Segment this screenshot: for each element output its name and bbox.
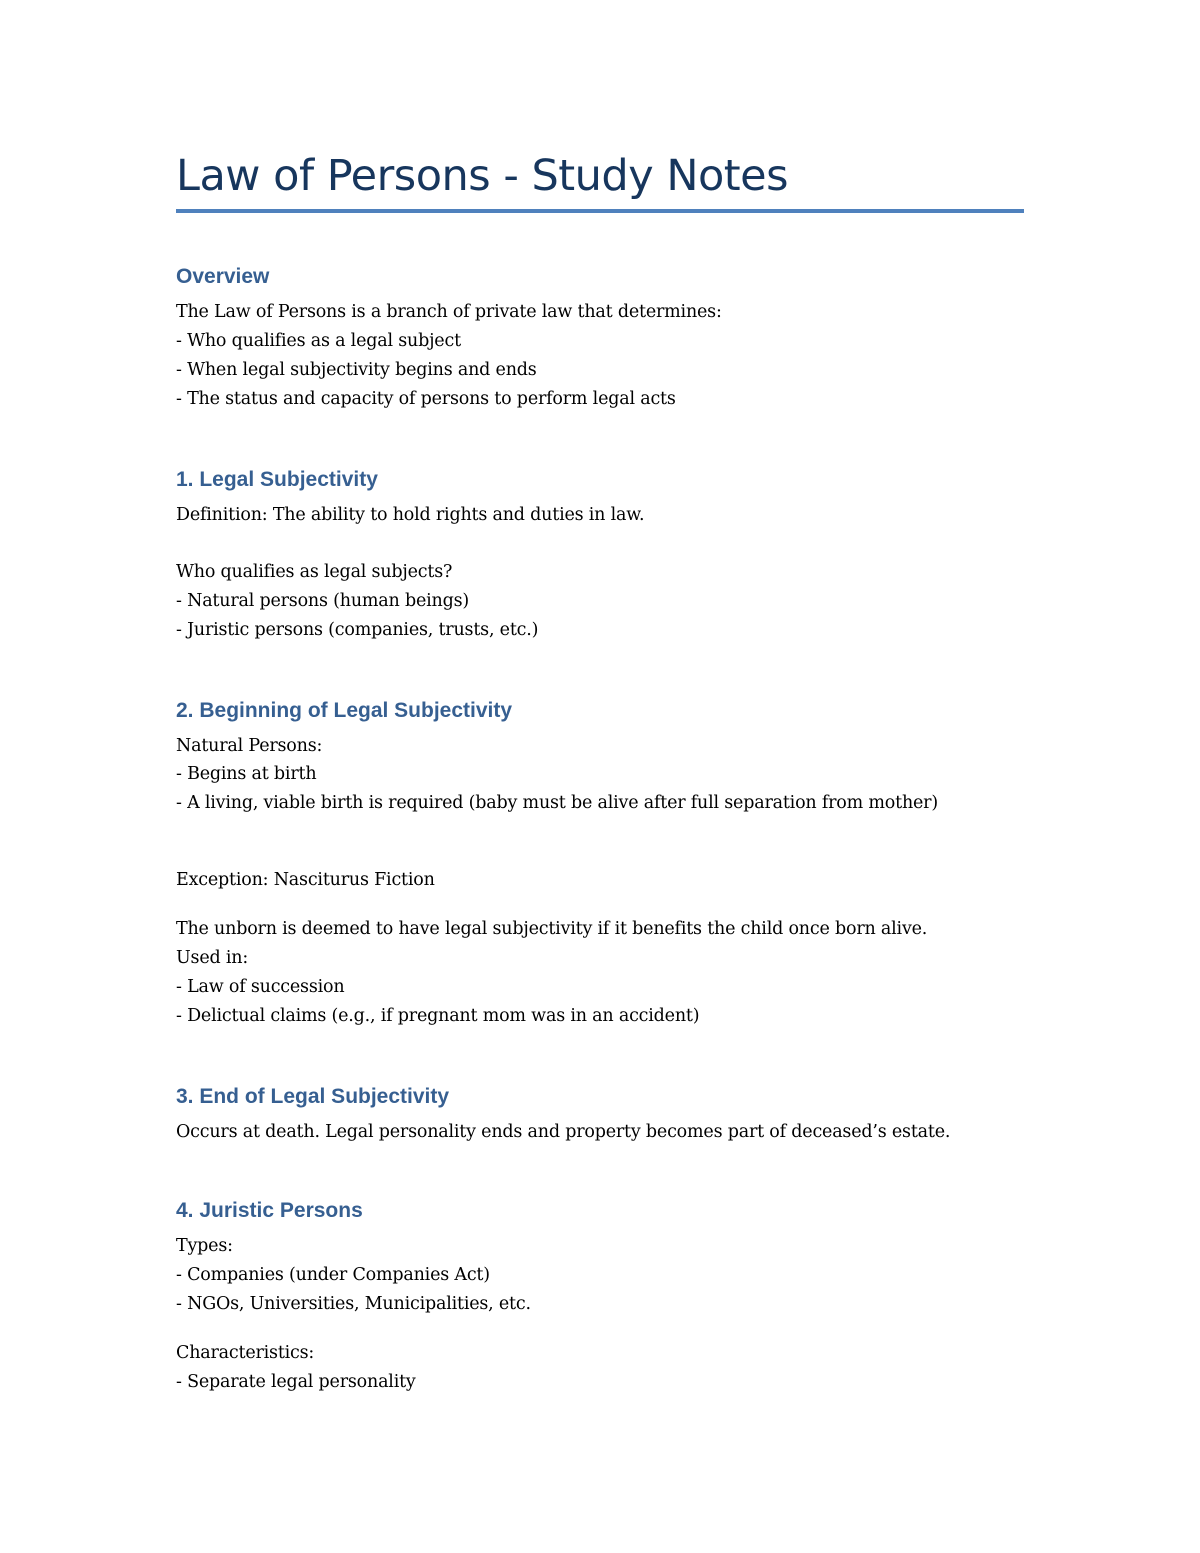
types-label: Types:: [176, 1236, 233, 1256]
overview-line: The Law of Persons is a branch of private law that determines:: [176, 302, 722, 322]
section-juristic-heading: 4. Juristic Persons: [176, 1199, 363, 1222]
section-beginning-heading: 2. Beginning of Legal Subjectivity: [176, 699, 513, 722]
exception-text: The unborn is deemed to have legal subjectivity if it benefits the child once born alive.: [176, 919, 928, 939]
list-item: - Companies (under Companies Act): [176, 1265, 490, 1285]
characteristics-label: Characteristics:: [176, 1343, 315, 1363]
overview-line: - Who qualifies as a legal subject: [176, 331, 461, 351]
title-underline: [176, 209, 1024, 213]
overview-line: - When legal subjectivity begins and ends: [176, 360, 537, 380]
section-end-heading: 3. End of Legal Subjectivity: [176, 1085, 450, 1108]
used-in-label: Used in:: [176, 948, 249, 968]
overview-heading: Overview: [176, 265, 270, 288]
list-item: - NGOs, Universities, Municipalities, etc.: [176, 1294, 531, 1314]
list-item: - Begins at birth: [176, 764, 317, 784]
list-item: - Juristic persons (companies, trusts, etc.): [176, 620, 539, 640]
list-item: - Separate legal personality: [176, 1372, 416, 1392]
document-title: Law of Persons - Study Notes: [176, 151, 789, 201]
definition-line: Definition: The ability to hold rights and duties in law.: [176, 505, 645, 525]
exception-label: Exception: Nasciturus Fiction: [176, 870, 435, 890]
overview-line: - The status and capacity of persons to perform legal acts: [176, 389, 676, 409]
end-text: Occurs at death. Legal personality ends and property becomes part of deceased’s estate.: [176, 1122, 951, 1142]
list-item: - Delictual claims (e.g., if pregnant mom was in an accident): [176, 1006, 700, 1026]
list-item: - A living, viable birth is required (baby must be alive after full separation from mother): [176, 793, 938, 813]
question-line: Who qualifies as legal subjects?: [176, 562, 453, 582]
list-item: - Natural persons (human beings): [176, 591, 470, 611]
natural-persons-label: Natural Persons:: [176, 736, 323, 756]
section-legal-subjectivity-heading: 1. Legal Subjectivity: [176, 468, 378, 491]
list-item: - Law of succession: [176, 977, 345, 997]
